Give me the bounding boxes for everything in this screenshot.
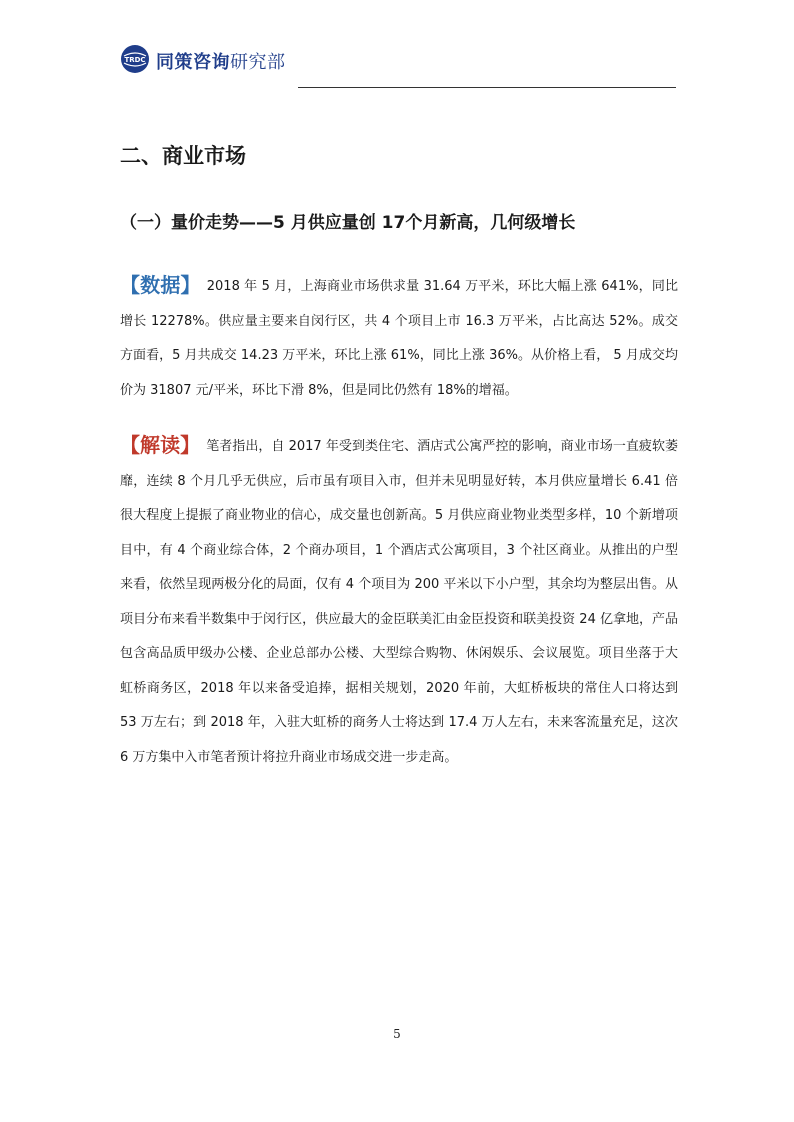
company-name-bold: 同策咨询: [156, 52, 230, 73]
trdc-logo-icon: [120, 44, 150, 74]
analysis-tag: 【解读】: [120, 433, 201, 457]
analysis-text: 笔者指出，自 2017 年受到类住宅、酒店式公寓严控的影响，商业市场一直疲软萎靡，连续 8 个月几乎无供应，后市虽有项目入市，但并未见明显好转，本月供应量增长 6.41 倍很大程度上提振了商业物业的信心，成交量也创新高。5 月供应商业物业类型多样，10 个新增项目中，有 4 个商业综合体，2 个商办项目，1 个酒店式公寓项目，3 个社区商业。从推出的户型来看，依然呈现两极分化的局面，仅有 4 个项目为 200 平米以下小户型，其余均为整层出售。从项目分布来看半数集中于闵行区，供应最大的金臣联美汇由金臣投资和联美投资 24 亿拿地，产品包含高品质甲级办公楼、企业总部办公楼、大型综合购物、休闲娱乐、会议展览。项目坐落于大虹桥商务区，2018 年以来备受追捧，据相关规划，2020 年前，大虹桥板块的常住人口将达到 53 万左右；到 2018 年，入驻大虹桥的商务人士将达到 17.4 万人左右，未来客流量充足，这次 6 万方集中入市笔者预计将拉升商业市场成交进一步走高。: [120, 439, 679, 765]
company-name: [156, 48, 286, 74]
page-number: 5: [393, 1027, 401, 1041]
company-name-dept: 研究部: [230, 52, 286, 73]
logo-abbr: TRDC: [124, 56, 146, 64]
section-title: 二、商业市场: [120, 144, 246, 168]
analysis-paragraph: [120, 428, 678, 775]
header-divider: [298, 87, 676, 88]
data-paragraph: [120, 268, 678, 408]
page-header: [120, 44, 680, 92]
data-text: 2018 年 5 月，上海商业市场供求量 31.64 万平米，环比大幅上涨 641%，同比增长 12278%。供应量主要来自闵行区，共 4 个项目上市 16.3 万平米，占比高达 52%。成交方面看，5 月共成交 14.23 万平米，环比上涨 61%，同比上涨 36%。从价格上看， 5 月成交均价为 31807 元/平米，环比下滑 8%，但是同比仍然有 18%的增福。: [120, 279, 679, 398]
data-tag: 【数据】: [120, 273, 201, 297]
subsection-title: （一）量价走势——5 月供应量创 17个月新高，几何级增长: [120, 213, 576, 233]
